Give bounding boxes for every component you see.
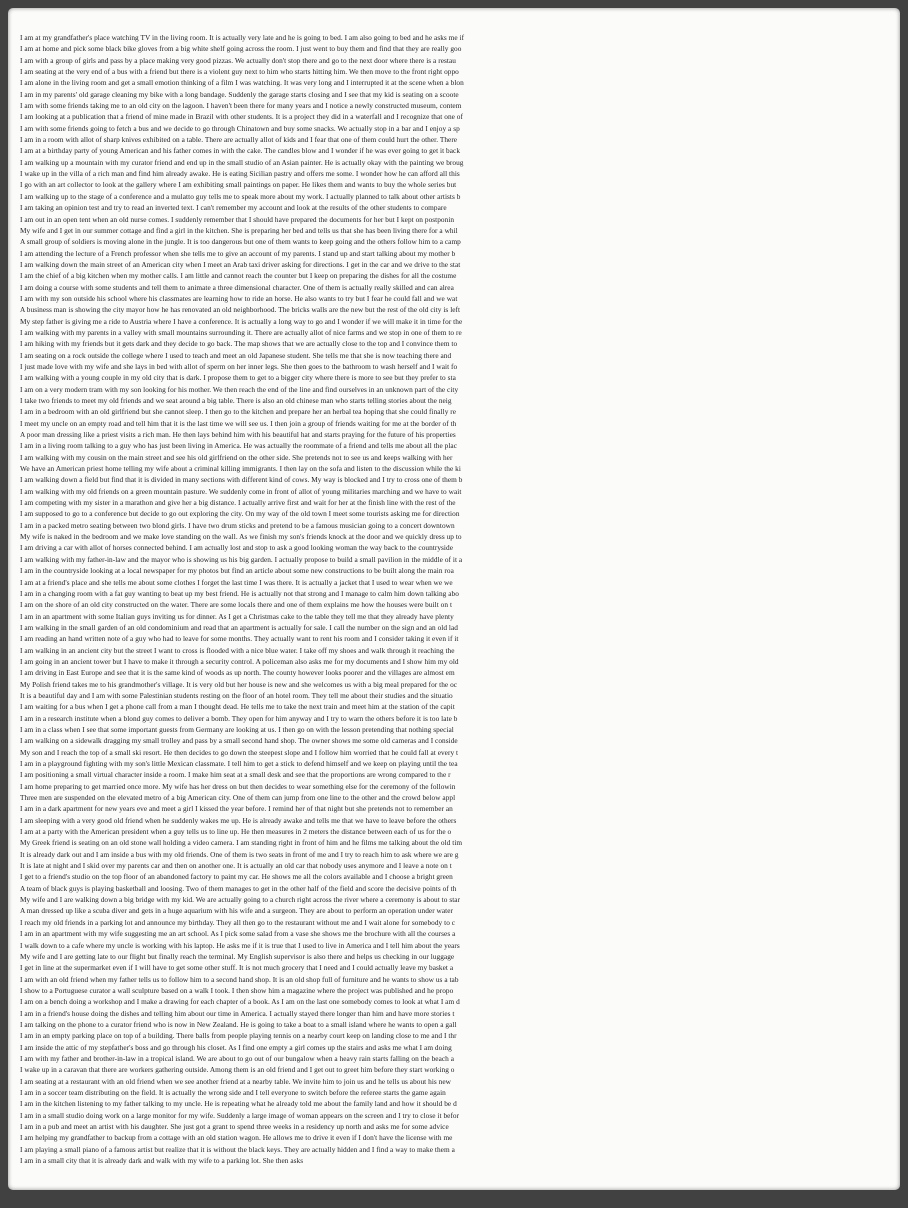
- dream-line: I am walking down a field but find that it is divided in many sections with different kind of cows. My way is blocked and I try to cross one of them b: [20, 475, 463, 485]
- dream-line: We have an American priest home telling my wife about a criminal killing immigrants. I then lay on the sofa and listen to the discussion while the ki: [20, 464, 461, 474]
- dream-line: I am on a very modern tram with my son looking for his mother. We then reach the end of the line and find ourselves in an unknown part of the city: [20, 384, 459, 394]
- dream-line: I am seating at the very end of a bus with a friend but there is a violent guy next to him who starts hitting him. We then move to the front right oppo: [20, 67, 459, 77]
- dream-line: I am in a playground fighting with my son's little Mexican classmate. I tell him to get a stick to defend himself and we keep on playing until the tea: [20, 759, 458, 768]
- dream-line: I am walking with my cousin on the main street and see his old girlfriend on the other side. She pretends not to see us and keeps walking with her: [20, 452, 453, 462]
- dream-line: It is already dark out and I am inside a bus with my old friends. One of them is two seats in front of me and I try to reach him to ask where we are g: [20, 849, 459, 859]
- dream-line: I am with some friends taking me to an old city on the lagoon. I haven't been there for many years and I notice a newly constructed museum, contem: [20, 101, 462, 111]
- dream-line: I am at a friend's place and she tells me about some clothes I forget the last time I was there. It is actually a jacket that I used to wear when we we: [20, 577, 453, 587]
- dream-line: My Polish friend takes me to his grandmother's village. It is very old but her house is new and she welcomes us with a big meal prepared for the oc: [20, 679, 458, 689]
- dream-line: I am attending the lecture of a French professor when she tells me to give an account of my parents. I stand up and start talking about my mother b: [20, 248, 456, 258]
- dream-line: A business man is showing the city mayor how he has renovated an old neighborhood. The bricks walls are the new but the rest of the old city is left: [20, 305, 461, 315]
- dream-line: I am walking up to the stage of a conference and a mulatto guy tells me to speak more about my work. I actually planned to talk about other artists b: [20, 191, 461, 201]
- dream-line: I am in a soccer team distributing on the field. It is actually the wrong side and I tell everyone to switch before the referee starts the game again: [20, 1087, 446, 1097]
- dream-line: I am walking with my father-in-law and the mayor who is showing us his big garden. I actually propose to build a small pavilion in the middle of it a: [20, 554, 463, 564]
- dream-line: My wife and I are walking down a big bridge with my kid. We are actually going to a church right across the river where a ceremony is about to star: [20, 895, 461, 905]
- dream-line: I am walking on a sidewalk dragging my small trolley and pass by a small second hand shop. The owner shows me some old cameras and I conside: [20, 736, 458, 746]
- dream-line: I am at my grandfather's place watching TV in the living room. It is actually very late and he is going to bed. I am also going to bed and he asks me if: [20, 33, 465, 42]
- dream-line: I am in a dark apartment for new years eve and meet a girl I kissed the year before. I remind her of that night but she pretends not to remember an: [20, 804, 453, 814]
- dream-line: I am in a research institute when a blond guy comes to deliver a bomb. They open for him anyway and I try to warn the others before it is too late b: [20, 713, 458, 723]
- dream-line: I am driving a car with allot of horses connected behind. I am actually lost and stop to ask a good looking woman the way back to the countryside: [20, 543, 453, 553]
- dream-line: My wife and I get in our summer cottage and find a girl in the kitchen. She is preparing her bed and tells us that she has been living there for a whil: [20, 225, 458, 235]
- dream-line: I am in a small city that it is already dark and walk with my wife to a parking lot. She then asks: [20, 1156, 304, 1166]
- dream-line: I am in a small studio doing work on a large monitor for my wife. Suddenly a large image of woman appears on the screen and I try to close it befor: [20, 1110, 460, 1120]
- dream-line: I am with an old friend when my father tells us to follow him to a second hand shop. It is an old shop full of furniture and he wants to show us a tab: [20, 974, 459, 984]
- dream-line: I am in the countryside looking at a local newspaper for my photos but find an article about some new constructions to be built along the main roa: [20, 566, 454, 576]
- dream-line: I walk down to a cafe where my uncle is working with his laptop. He asks me if it is true that I used to live in America and I tell him about the years: [20, 940, 460, 950]
- dream-line: I am seating on a rock outside the college where I used to teach and meet an old Japanese student. She tells me that she is now teaching there and: [20, 350, 452, 360]
- dream-line: I meet my uncle on an empty road and tell him that it is the last time we will see us. I then join a group of friends waiting for me at the border of th: [20, 418, 457, 428]
- dream-line: I am alone in the living room and get a small emotion thinking of a film I was watching. It was very long and I interrupted it at the scene when a blon: [20, 78, 464, 88]
- dream-line: I am positioning a small virtual character inside a room. I make him seat at a small desk and see that the proportions are wrong compared to the r: [20, 770, 451, 780]
- dream-line: I am at a birthday party of young American and his father comes in with the cake. The candles blow and I wonder if he was ever going to get it back: [20, 146, 461, 156]
- dream-line: A man dressed up like a scuba diver and gets in a huge aquarium with his wife and a surgeon. They are about to perform an operation under water: [20, 906, 454, 916]
- dream-line: It is a beautiful day and I am with some Palestinian students resting on the floor of an hotel room. They tell me about their studies and the situatio: [20, 690, 453, 700]
- dream-line: My Greek friend is seating on an old stone wall holding a video camera. I am standing right in front of him and he films me talking about the old tim: [20, 838, 463, 848]
- dream-line: I am in an empty parking place on top of a building. There balls from people playing tennis on a nearby court keep on landing close to me and I thr: [20, 1031, 457, 1041]
- dream-line: I am on a bench doing a workshop and I make a drawing for each chapter of a book. As I am on the last one somebody comes to look at what I am d: [20, 997, 460, 1007]
- dream-line: I am at home and pick some black bike gloves from a big white shelf going across the room. I just went to buy them and find that they are really goo: [20, 44, 462, 54]
- document-page: [8, 8, 900, 1190]
- dream-line: I am in a living room talking to a guy who has just been living in America. He was actually the roommate of a friend and tells me about all the plac: [20, 441, 457, 451]
- dream-line: I am in a bedroom with an old girlfriend but she cannot sleep. I then go to the kitchen and prepare her an herbal tea hoping that she could finally re: [20, 407, 457, 417]
- dream-line: I am in an apartment with some Italian guys inviting us for dinner. As I get a Christmas cake to the table they tell me that they already have plenty: [20, 611, 454, 621]
- dream-line: I am hiking with my friends but it gets dark and they decide to go back. The map shows that we are actually close to the top and I convince them to: [20, 339, 458, 349]
- dream-line: I am with my father and brother-in-law in a tropical island. We are about to go out of our bungalow when a heavy rain starts falling on the beach a: [20, 1053, 455, 1063]
- dream-line: I just made love with my wife and she lays in bed with allot of sperm on her inner legs. She then goes to the bathroom to wash herself and I wait fo: [20, 361, 458, 371]
- dream-line: I am the chief of a big kitchen when my mother calls. I am little and cannot reach the counter but I keep on preparing the dishes for all the costume: [20, 271, 457, 281]
- dream-line: I am in a pub and meet an artist with his daughter. She just got a grant to spend three weeks in a residency up north and asks me for some advice: [20, 1122, 449, 1131]
- dream-line: I am helping my grandfather to backup from a cottage with an old station wagon. He allows me to drive it even if I don't have the license with me: [20, 1133, 453, 1143]
- dream-line: I am home preparing to get married once more. My wife has her dress on but then decides to wear something else for the ceremony of the followin: [20, 781, 456, 791]
- dream-line: My wife and I are getting late to our flight but finally reach the terminal. My English supervisor is also there and helps us checking in our luggage: [20, 951, 455, 961]
- dream-line: I am walking with my old friends on a green mountain pasture. We suddenly come in front of allot of young militaries marching and we have to wait: [20, 486, 462, 496]
- dream-line: I get in line at the supermarket even if I will have to get some other stuff. It is not much grocery that I need and I could actually leave my basket a: [20, 963, 454, 973]
- dream-line: My son and I reach the top of a small ski resort. He then decides to go down the steepest slope and I follow him worried that he could fall at every t: [20, 747, 459, 757]
- dream-line: I am in a room with allot of sharp knives exhibited on a table. There are actually allot of kids and I fear that one of them could hurt the other. There: [20, 135, 458, 145]
- dream-line: A small group of soldiers is moving alone in the jungle. It is too dangerous but one of them wants to keep going and the others follow him to a camp: [20, 237, 461, 247]
- dream-line: I am competing with my sister in a marathon and give her a big distance. I actually arrive first and wait for her at the finish line with the rest of the: [20, 498, 456, 508]
- dream-line: I am seating at a restaurant with an old friend when we see another friend at a nearby table. We invite him to join us and he tells us about his new: [20, 1076, 451, 1086]
- dream-line: I am supposed to go to a conference but decide to go out exploring the city. On my way of the old town I meet some tourists asking me for direction: [20, 509, 460, 519]
- dream-line: I am in an apartment with my wife suggesting me an art school. As I pick some salad from a vase she shows me the brochure with all the courses a: [20, 929, 456, 939]
- dream-line: I am walking down the main street of an American city when I meet an Arab taxi driver asking for directions. I get in the car and we drive to the stat: [20, 259, 461, 269]
- dream-line: I am walking with a young couple in my old city that is dark. I propose them to get to a bigger city where there is more to see but they prefer to sta: [20, 373, 456, 383]
- dream-line: I am with my son outside his school where his classmates are learning how to ride an horse. He also wants to try but I fear he could fall and we wat: [20, 293, 458, 303]
- dream-line: I am in my parents' old garage cleaning my bike with a long bandage. Suddenly the garage starts closing and I see that my kid is seating on a scoote: [20, 89, 459, 99]
- dream-line: I am playing a small piano of a famous artist but realize that it is without the black keys. They are actually hidden and I find a way to make them a: [20, 1144, 455, 1154]
- dream-line: I am waiting for a bus when I get a phone call from a man I thought dead. He tells me to take the next train and meet him at the station of the capit: [20, 702, 455, 712]
- dream-line: I show to a Portuguese curator a wall sculpture based on a walk I took. I then show him a magazine where the project was published and he propo: [20, 985, 454, 995]
- dream-line: My step father is giving me a ride to Austria where I have a conference. It is actually a long way to go and I wonder if we will make it in time for the: [20, 316, 463, 326]
- dream-line: I am talking on the phone to a curator friend who is now in New Zealand. He is going to take a boat to a small island where he wants to open a gall: [20, 1019, 457, 1029]
- dream-line: I am in a changing room with a fat guy wanting to beat up my best friend. He is actually not that strong and I manage to calm him down talking abo: [20, 588, 459, 598]
- dream-line: I am with a group of girls and pass by a place making very good pizzas. We actually don't stop there and go to the next door where there is a restau: [20, 55, 456, 65]
- dream-line: Three men are suspended on the elevated metro of a big American city. One of them can jump from one line to the other and the crowd below appl: [20, 793, 456, 803]
- dream-line: I am out in an open tent when an old nurse comes. I suddenly remember that I should have prepared the documents for her but I kept on postponin: [20, 214, 455, 224]
- dream-line: I am walking with my parents in a valley with small mountains surrounding it. There are actually allot of nice farms and we stop in one of them to re: [20, 327, 462, 337]
- dream-line: It is late at night and I skid over my parents car and then on another one. It is actually an old car that nobody uses anymore and I leave a note on t: [20, 861, 452, 871]
- dream-line: I am taking an opinion test and try to read an inverted text. I can't remember my account and look at the results of the other students to compare: [20, 203, 447, 213]
- dream-line: I am walking in the small garden of an old condominium and read that an apartment is actually for sale. I call the number on the sign and an old lad: [20, 622, 458, 632]
- dream-line: I take two friends to meet my old friends and we seat around a big table. There is also an old chinese man who starts telling stories about the neig: [20, 396, 452, 405]
- dream-line: I wake up in a caravan that there are workers gathering outside. Among them is an old friend and I get out to greet him before they start working o: [20, 1065, 455, 1075]
- dream-line: A team of black guys is playing basketball and loosing. Two of them manages to get in the other half of the field and score the decisive points of th: [20, 883, 457, 893]
- dream-report-list: [20, 32, 890, 1166]
- dream-line: I am with some friends going to fetch a bus and we decide to go through Chinatown and buy some snacks. We actually stop in a bar and I enjoy a sp: [20, 123, 460, 133]
- dream-line: I am driving in East Europe and see that it is the same kind of woods as up north. The county however looks poorer and the villages are almost em: [20, 668, 455, 678]
- dream-line: I am doing a course with some students and tell them to animate a three dimensional character. One of them is actually really skilled and can alrea: [20, 282, 454, 292]
- dream-line: I am inside the attic of my stepfather's boss and go through his closet. As I find one empty a girl comes up the stairs and asks me what I am doing: [20, 1042, 452, 1052]
- dream-line: A poor man dressing like a priest visits a rich man. He then lays behind him with his beautiful hat and starts praying for the future of his properties: [20, 430, 456, 440]
- dream-line: I am reading an hand written note of a guy who had to leave for some months. They actually want to rent his room and I consider taking it even if it: [20, 634, 459, 644]
- dream-line: I am walking up a mountain with my curator friend and end up in the small studio of an Asian painter. He is actually okay with the painting we broug: [20, 157, 464, 167]
- dream-line: I get to a friend's studio on the top floor of an abandoned factory to paint my car. He shows me all the colors available and I choose a bright green: [20, 872, 453, 882]
- dream-line: I am looking at a publication that a friend of mine made in Brazil with other students. It is a project they did in a waterfall and I recognize that one of: [20, 112, 463, 122]
- dream-line: I wake up in the villa of a rich man and find him already awake. He is eating Sicilian pastry and offers me some. I wonder how he can afford all this: [20, 169, 460, 179]
- dream-line: I am walking in an ancient city but the street I want to cross is flooded with a nice blue water. I take off my shoes and walk through it reaching the: [20, 645, 455, 655]
- dream-line: I am in the kitchen listening to my father talking to my uncle. He is repeating what he already told me about the family land and how it should be d: [20, 1099, 457, 1109]
- dream-line: I am at a party with the American president when a guy tells us to line up. He then measures in 2 meters the distance between each of us for the o: [20, 827, 452, 837]
- dream-line: I go with an art collector to look at the gallery where I am exhibiting small paintings on paper. He likes them and wants to buy the whole series but: [20, 180, 457, 190]
- dream-line: I am in a friend's house doing the dishes and telling him about our time in America. I actually stayed there longer than him and have more stories t: [20, 1008, 455, 1018]
- dream-line: I am in a class when I see that some important guests from Germany are looking at us. I then go on with the lesson pretending that nothing special: [20, 724, 454, 734]
- dream-line: I am sleeping with a very good old friend when he suddenly wakes me up. He is already awake and tells me that we have to leave before the others: [20, 815, 457, 825]
- dream-line: I reach my old friends in a parking lot and announce my birthday. They all then go to the restaurant without me and I wait alone for somebody to c: [20, 917, 456, 927]
- dream-line: My wife is naked in the bedroom and we make love standing on the wall. As we finish my son's friends knock at the door and we quickly dress up to: [20, 532, 462, 542]
- dream-line: I am on the shore of an old city constructed on the water. There are some locals there and one of them explains me how the houses were built on t: [20, 600, 453, 610]
- dream-line: I am in a packed metro seating between two blond girls. I have two drum sticks and pretend to be a famous musician going to a concert downtown: [20, 520, 455, 530]
- dream-line: I am going in an ancient tower but I have to make it through a security control. A policeman also asks me for my documents and I show him my old: [20, 656, 459, 666]
